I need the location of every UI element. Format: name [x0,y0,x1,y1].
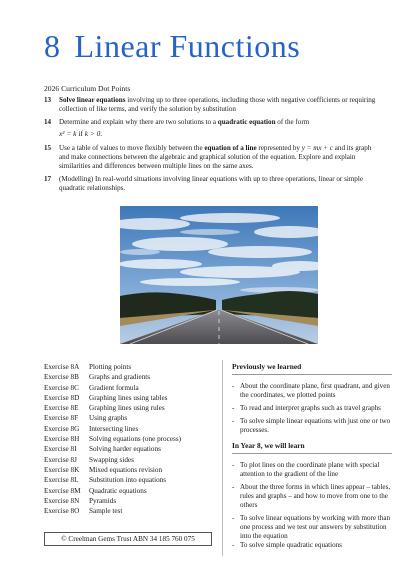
dot-point-bold: quadratic equation [217,118,276,126]
road-sky-illustration [120,206,318,344]
dot-point-number: 17 [44,175,52,183]
exercise-list [44,362,214,516]
dot-point-number: 14 [44,118,52,126]
chapter-number: 8 [44,28,61,64]
exercise-row [44,383,214,393]
exercise-row [44,372,214,382]
exercise-id: Exercise 8L [44,476,79,485]
learning-column [232,362,394,550]
dash-bullet: - [232,514,235,522]
quadratic-formula [59,129,382,138]
exercise-title: Plotting points [89,363,132,371]
exercise-row [44,393,214,403]
heading-underline [232,453,392,454]
dot-point-text [59,118,382,127]
exercise-title: Pyramids [89,496,117,505]
dot-point-text [59,144,382,171]
exercise-title: Graphing lines using tables [89,393,168,402]
exercise-id: Exercise 8D [44,393,80,402]
dot-point-post: of the form [275,118,310,126]
exercise-title: Swapping sides [89,455,134,464]
year8-item [232,541,394,550]
exercise-title: Graphing lines using rules [89,404,165,413]
exercise-id: Exercise 8C [44,383,79,392]
exercise-title: Sample test [89,507,123,516]
exercise-row [44,465,214,475]
formula-if: if [78,129,83,138]
exercise-row [44,506,214,516]
dot-points-list [44,96,382,197]
exercise-row [44,413,214,423]
exercise-id: Exercise 8E [44,404,79,413]
dot-point-number: 13 [44,96,52,104]
previously-item [232,404,394,413]
exercise-id: Exercise 8O [44,507,80,516]
exercise-id: Exercise 8J [44,455,77,464]
dot-point-bold: equation of a line [204,144,257,152]
dot-point-post: and its graph and make connections between the algebraic and graphical solution of the equation. Explore and explain similarities and differences between multiple lines on the same axes. [59,144,372,170]
exercise-id: Exercise 8N [44,496,80,505]
exercise-title: Gradient formula [89,383,139,392]
exercise-title: Intersecting lines [89,424,139,433]
exercise-row [44,486,214,496]
exercise-title: Mixed equations revision [89,465,163,474]
exercise-row [44,424,214,434]
formula-equation: x² = k [59,129,77,138]
curriculum-heading: 2026 Curriculum Dot Points [44,84,131,93]
dot-point-pre: Use a table of values to move flexibly between the [59,144,205,152]
dot-point-text: (Modelling) In real-world situations involving linear equations with up to three operations, linear or simple quadratic relationships. [59,175,363,192]
exercise-id: Exercise 8K [44,465,80,474]
year8-item [232,461,394,479]
exercise-title: Solving harder equations [89,445,161,454]
dot-point-17 [44,175,382,193]
heading-underline [232,374,392,375]
exercise-id: Exercise 8H [44,435,80,444]
chapter-title [44,28,300,65]
exercise-title: Solving equations (one process) [89,435,182,444]
bullet-text: To read and interpret graphs such as travel graphs [240,404,381,412]
dash-bullet: - [232,541,235,549]
dot-point-15 [44,144,382,171]
column-divider [222,360,223,556]
previously-item [232,417,394,435]
dash-bullet: - [232,483,235,491]
exercise-id: Exercise 8I [44,445,77,454]
year8-item [232,514,394,541]
exercise-row [44,496,214,506]
dot-point-mid: represented by [256,144,302,152]
chapter-title-text: Linear Functions [74,28,301,64]
dot-point-pre: Determine and explain why there are two solutions to a [59,118,218,126]
exercise-row [44,444,214,454]
dot-point-body: involving up to three operations, including those with negative coefficients or requiring collection of like terms, and verify the solution by substitution [59,96,376,113]
dash-bullet: - [232,404,235,412]
exercise-row [44,362,214,372]
exercise-title: Using graphs [89,414,128,423]
bullet-text: To solve simple linear equations with just one or two processes. [240,417,391,434]
bullet-text: To solve linear equations by working with more than one process and we test our answers by substitution into the equation [240,514,391,540]
exercise-title: Quadratic equations [89,486,147,495]
line-equation: y = mx + c [301,144,333,152]
dot-point-number: 15 [44,144,52,152]
copyright-notice: © Creelman Gems Trust ABN 34 185 760 075 [44,532,212,546]
previously-item [232,382,394,400]
dot-point-14 [44,118,382,127]
previously-heading: Previously we learned [232,362,302,371]
bullet-text: About the three forms in which lines appear – tables, rules and graphs – and how to move from one to the others [240,483,391,509]
dash-bullet: - [232,461,235,469]
road-sky-photo [120,206,318,344]
exercise-row [44,455,214,465]
bullet-text: To solve simple quadratic equations [240,541,342,549]
formula-condition: k > 0. [84,129,103,138]
bullet-text: To plot lines on the coordinate plane with special attention to the gradient of the line [240,461,380,478]
exercise-id: Exercise 8M [44,486,81,495]
exercise-id: Exercise 8F [44,414,79,423]
year8-item [232,483,394,510]
dot-point-13 [44,96,382,114]
dot-point-bold: Solve linear equations [59,96,126,104]
year8-heading: In Year 8, we will learn [232,441,305,450]
dot-point-text [59,96,382,114]
exercise-id: Exercise 8A [44,363,80,371]
exercise-id: Exercise 8B [44,373,79,382]
exercise-id: Exercise 8G [44,424,80,433]
bullet-text: About the coordinate plane, first quadrant, and given the coordinates, we plotted points [240,382,390,399]
exercise-row [44,475,214,485]
dash-bullet: - [232,382,235,390]
exercise-row [44,403,214,413]
exercise-title: Substitution into equations [89,476,167,485]
exercise-row [44,434,214,444]
dash-bullet: - [232,417,235,425]
exercise-title: Graphs and gradients [89,373,151,382]
